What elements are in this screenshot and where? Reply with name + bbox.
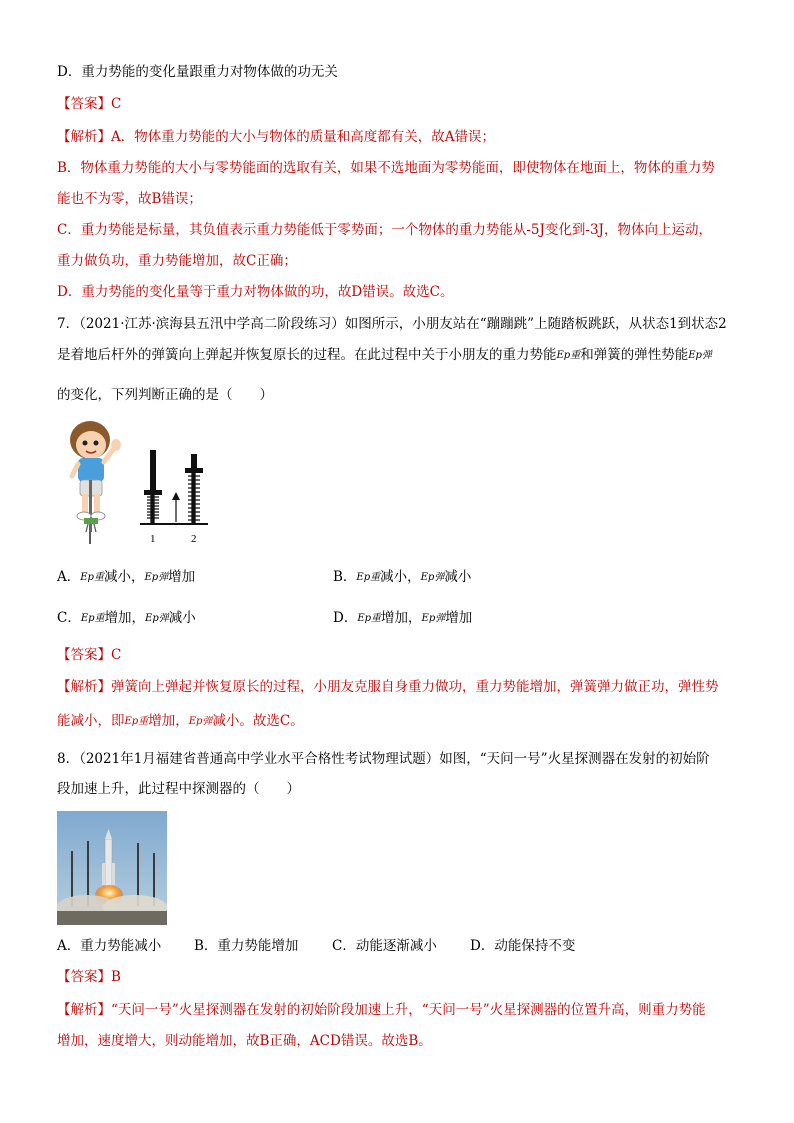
q7-option-b: B．Ep重减小，Ep弹减小: [333, 569, 472, 585]
q7-stem-3: 的变化，下列判断正确的是（ ）: [57, 387, 273, 403]
child-face: [76, 431, 106, 459]
answer-value: C: [111, 96, 122, 112]
q7-stem-2b: 和弹簧的弹性势能: [580, 347, 689, 363]
q8-option-a: A．重力势能减小: [57, 938, 162, 954]
q6-explanation-1: [57, 127, 495, 147]
q6-explanation-3: 能也不为零，故B错误；: [57, 191, 202, 207]
q7-stem-2: [57, 345, 712, 366]
q7-explanation-2: 能减小，即Ep重增加，Ep弹减小。故选C。: [57, 713, 304, 729]
explanation-tag: 【解析】: [57, 129, 111, 145]
answer-tag: 【答案】: [57, 96, 111, 112]
q7-option-a: A．Ep重减小，Ep弹增加: [57, 569, 196, 585]
q8-explanation-1: 【解析】“天问一号”火星探测器在发射的初始阶段加速上升，“天问一号”火星探测器的位置升高，则重力势能: [57, 1002, 706, 1018]
rocket-launch-photo: [57, 811, 167, 925]
rocket-body: [105, 839, 112, 887]
q7-stem-2a: 是着地后杆外的弹簧向上弹起并恢复原长的过程。在此过程中关于小朋友的重力势能: [57, 347, 557, 363]
q6-option-d: D．重力势能的变化量跟重力对物体做的功无关: [57, 64, 338, 80]
pogo-figure-svg: [62, 418, 212, 548]
ep-gravity-symbol: Ep重: [556, 350, 581, 361]
q8-option-d: D．动能保持不变: [470, 938, 576, 954]
q8-explanation-2: 增加，速度增大，则动能增加，故B正确，ACD错误。故选B。: [57, 1033, 432, 1049]
pogo-stick: [89, 480, 92, 532]
q7-stem-1: 7．（2021·江苏·滨海县五汛中学高二阶段练习）如图所示，小朋友站在“蹦蹦跳”上随踏板跳跃，从状态1到状态2: [57, 316, 727, 332]
q8-option-b: B．重力势能增加: [194, 938, 299, 954]
pogo-stick-figure: [62, 418, 212, 548]
q6-explanation-2: B．物体重力势能的大小与零势能面的选取有关，如果不选地面为零势能面，即使物体在地面上，物体的重力势: [57, 160, 715, 176]
q8-answer: 【答案】B: [57, 969, 121, 985]
q7-explanation-1: 【解析】弹簧向上弹起并恢复原长的过程，小朋友克服自身重力做功，重力势能增加，弹簧弹力做正功，弹性势: [57, 679, 719, 695]
label-state-1: 1: [150, 533, 156, 545]
explanation-text: A．物体重力势能的大小与物体的质量和高度都有关，故A错误；: [111, 129, 495, 145]
q7-answer: 【答案】C: [57, 647, 122, 663]
q6-explanation-5: 重力做负功，重力势能增加，故C正确；: [57, 253, 297, 269]
q7-option-d: D．Ep重增加，Ep弹增加: [333, 610, 473, 626]
q8-option-c: C．动能逐渐减小: [332, 938, 437, 954]
q7-option-c: C．Ep重增加，Ep弹减小: [57, 610, 196, 626]
label-state-2: 2: [191, 533, 197, 545]
ep-elastic-symbol: Ep弹: [688, 350, 712, 361]
q8-stem-2: 段加速上升，此过程中探测器的（ ）: [57, 781, 300, 797]
state1-rod: [150, 450, 156, 492]
q6-answer: [57, 94, 121, 114]
child-shirt: [78, 458, 104, 482]
q6-explanation-4: C．重力势能是标量，其负值表示重力势能低于零势面；一个物体的重力势能从-5J变化到-3J，物体向上运动，: [57, 222, 712, 238]
q8-stem-1: 8．（2021年1月福建省普通高中学业水平合格性考试物理试题）如图，“天问一号”火星探测器在发射的初始阶: [57, 751, 710, 767]
state2-spring: [188, 473, 200, 523]
state1-spring: [147, 495, 159, 523]
state2-rod: [191, 454, 197, 470]
q6-explanation-6: D．重力势能的变化量等于重力对物体做的功，故D错误。故选C。: [57, 284, 454, 300]
